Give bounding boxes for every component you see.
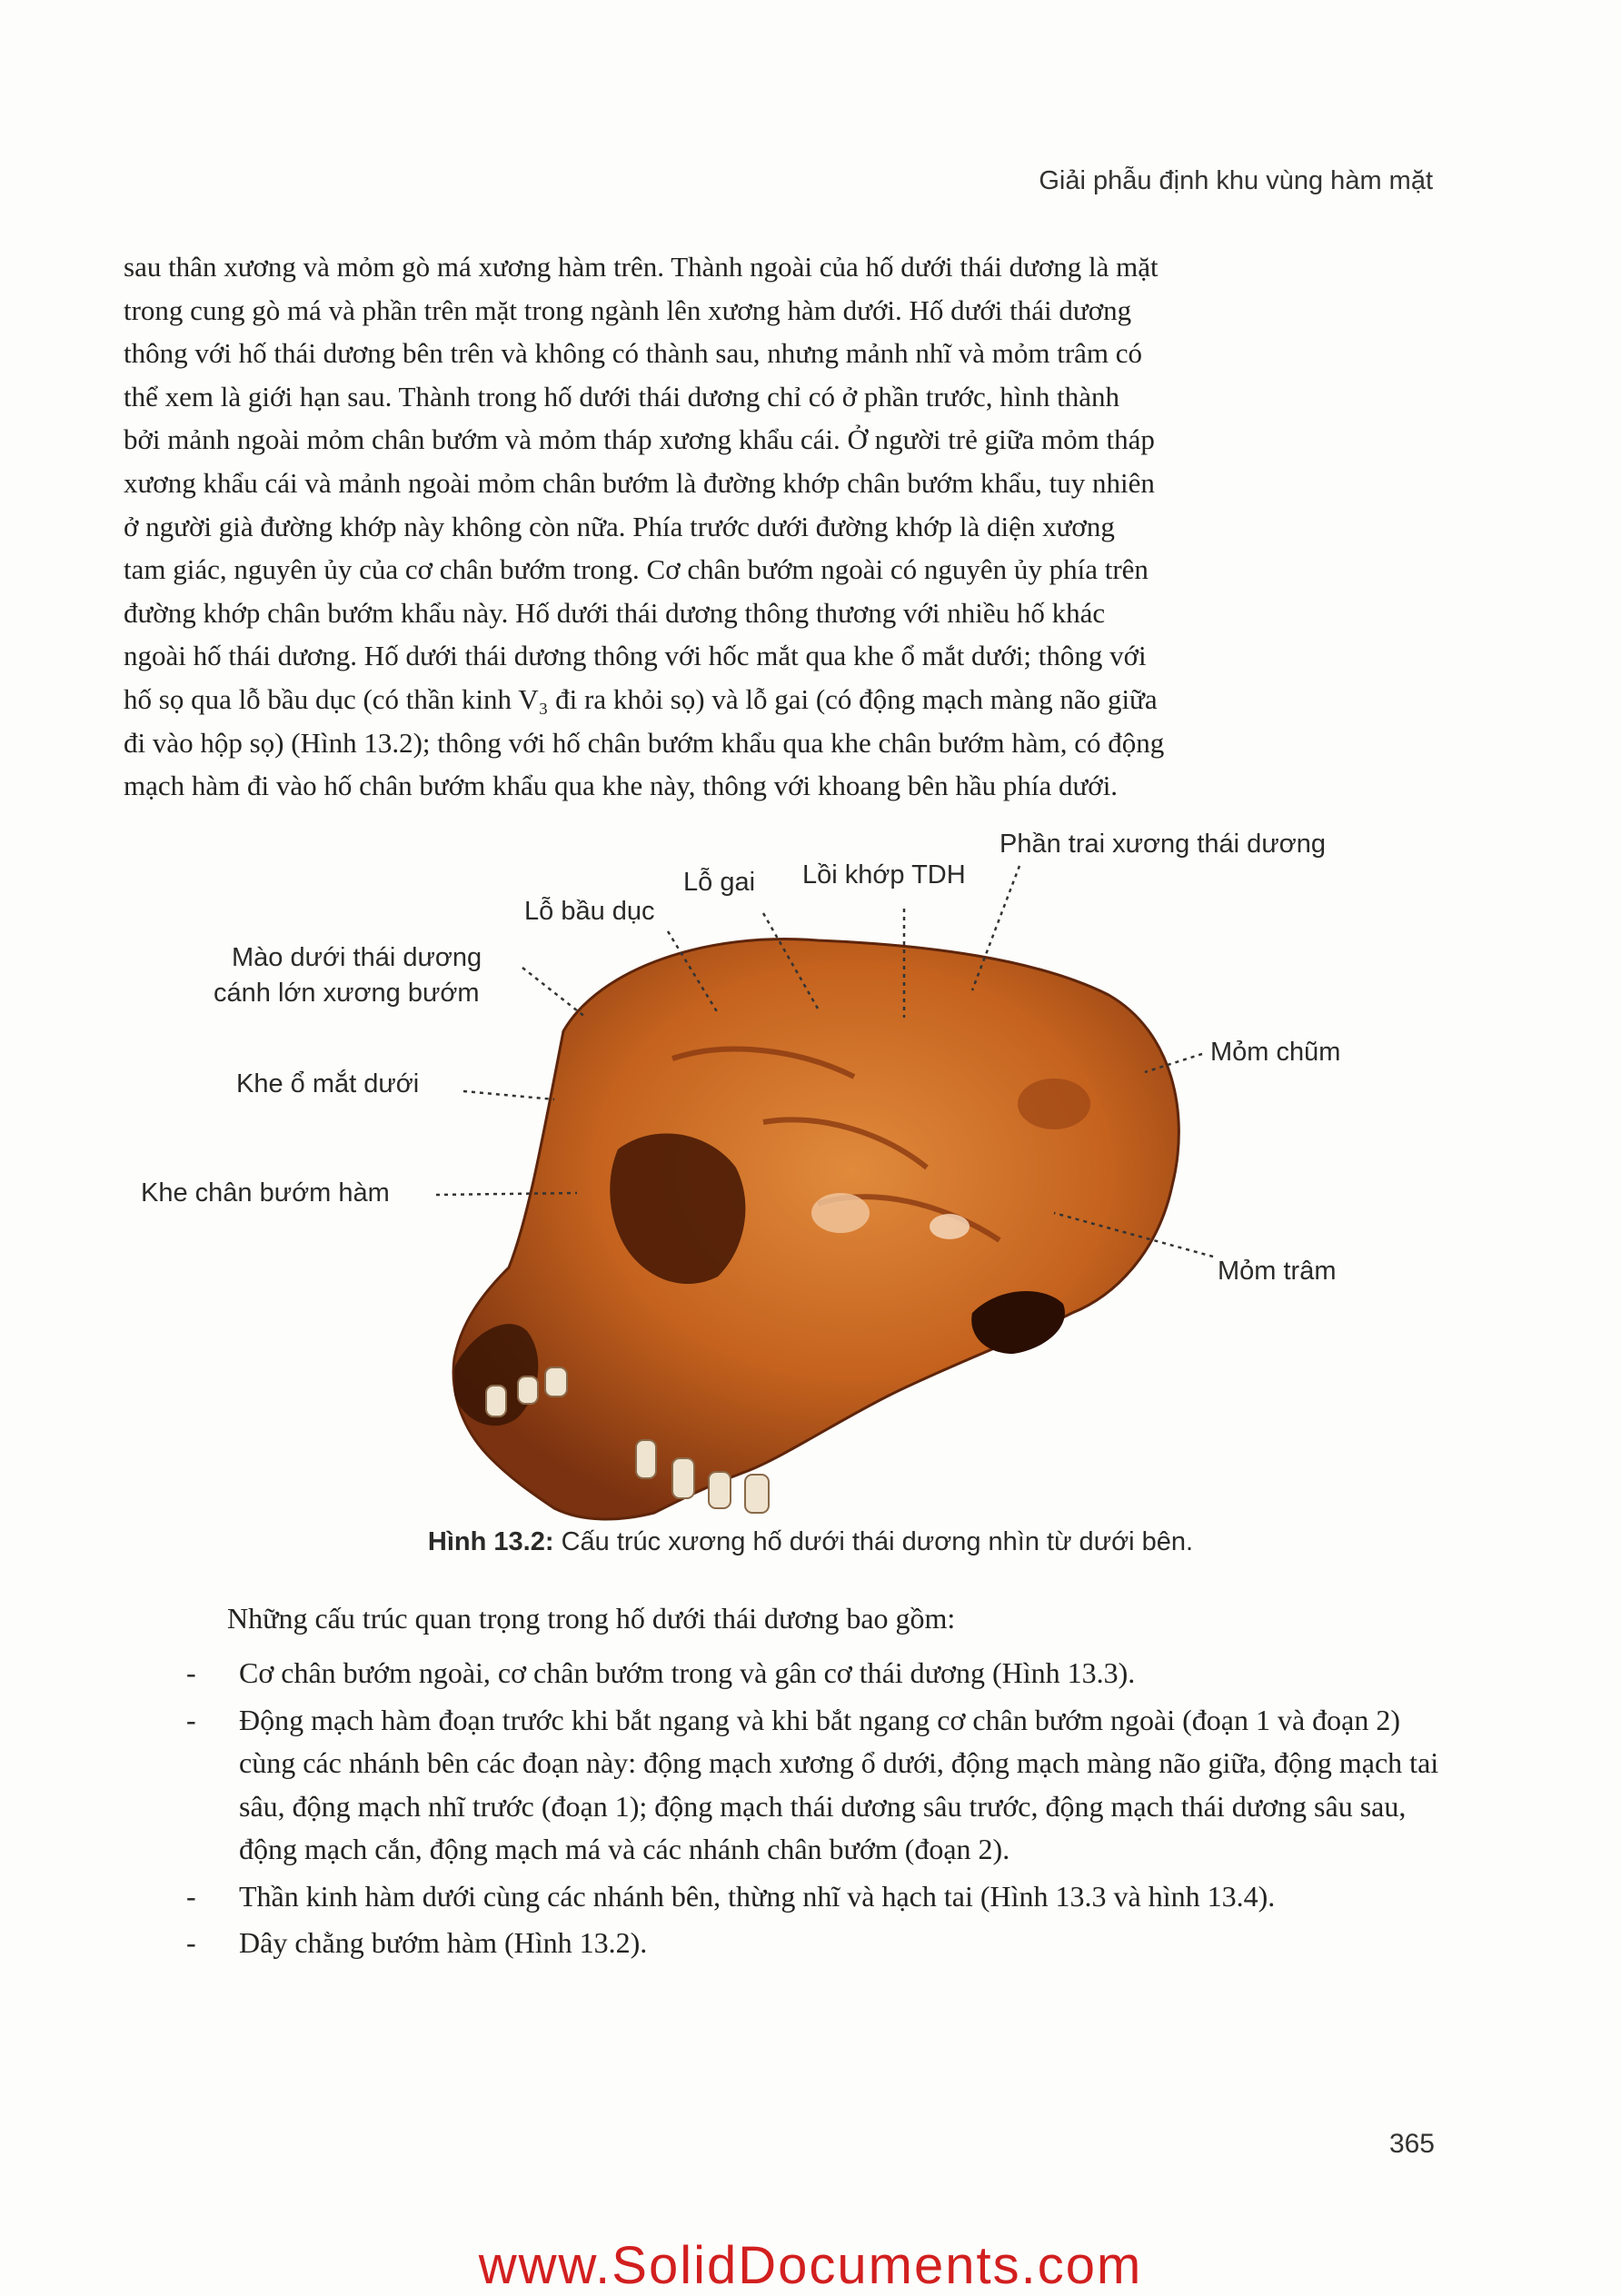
label-khe-chan-buom: Khe chân bướm hàm <box>141 1178 390 1208</box>
skull-figure <box>127 822 1399 1558</box>
label-phan-trai: Phần trai xương thái dương <box>999 830 1327 859</box>
foramen-highlight <box>930 1214 970 1239</box>
running-header: Giải phẫu định khu vùng hàm mặt <box>1039 166 1433 195</box>
paragraph-line: đi vào hộp sọ) (Hình 13.2); thông với hố chân bướm khẩu qua khe chân bướm hàm, có động <box>124 726 1165 759</box>
label-loi-khop: Lồi khớp TDH <box>802 860 966 890</box>
paragraph-line: mạch hàm đi vào hố chân bướm khẩu qua khe này, thông với khoang bên hầu phía dưới. <box>124 770 1119 802</box>
paragraph-line: xương khẩu cái và mảnh ngoài mỏm chân bướm là đường khớp chân bướm khẩu, tuy nhiên <box>124 466 1155 499</box>
label-mao-duoi-2: cánh lớn xương bướm <box>214 979 480 1008</box>
paragraph-line: thể xem là giới hạn sau. Thành trong hố dưới thái dương chỉ có ở phần trước, hình thành <box>124 380 1120 412</box>
paragraph-line: trong cung gò má và phần trên mặt trong ngành lên xương hàm dưới. Hố dưới thái dương <box>124 293 1132 326</box>
paragraph-line: tam giác, nguyên ủy của cơ chân bướm trong. Cơ chân bướm ngoài có nguyên ủy phía trên <box>124 553 1149 586</box>
watermark: www.SolidDocuments.com <box>478 2236 1143 2295</box>
label-khe-o-mat: Khe ổ mắt dưới <box>236 1069 420 1098</box>
label-mao-duoi-1: Mào dưới thái dương <box>232 943 482 972</box>
list-item: - Thần kinh hàm dưới cùng các nhánh bên, thừng nhĩ và hạch tai (Hình 13.3 và hình 13.4). <box>186 1875 1440 1919</box>
paragraph-line: bởi mảnh ngoài mỏm chân bướm và mỏm tháp xương khẩu cái. Ở người trẻ giữa mỏm tháp <box>124 423 1155 456</box>
figure-caption-label: Hình 13.2: <box>427 1527 554 1556</box>
structure-list <box>186 1652 1440 1969</box>
condyle-highlight <box>811 1193 870 1233</box>
paragraph-line: đường khớp chân bướm khẩu này. Hố dưới thái dương thông thương với nhiều hố khác <box>124 596 1106 629</box>
label-lo-gai: Lỗ gai <box>683 868 756 897</box>
paragraph-line: thông với hố thái dương bên trên và không có thành sau, nhưng mảnh nhĩ và mỏm trâm có <box>124 337 1143 370</box>
label-lo-bau-duc: Lỗ bầu dục <box>524 897 655 926</box>
label-mom-chum: Mỏm chũm <box>1210 1038 1341 1067</box>
body-paragraph <box>124 245 1432 808</box>
figure-caption <box>0 1527 1621 1557</box>
mastoid-highlight <box>1018 1078 1090 1129</box>
list-intro: Những cấu trúc quan trọng trong hố dưới thái dương bao gồm: <box>227 1602 956 1635</box>
paragraph-line: ngoài hố thái dương. Hố dưới thái dương thông với hốc mắt qua khe ổ mắt dưới; thông với <box>124 640 1147 672</box>
figure-caption-text: Cấu trúc xương hố dưới thái dương nhìn từ dưới bên. <box>553 1527 1194 1556</box>
paragraph-line: ở người già đường khớp này không còn nữa. Phía trước dưới đường khớp là diện xương <box>124 510 1115 542</box>
list-item: - Động mạch hàm đoạn trước khi bắt ngang và khi bắt ngang cơ chân bướm ngoài (đoạn 1 và đoạn 2) cùng các nhánh bên các đoạn này: động mạch xương ổ dưới, động mạch màng não giữa, động mạch tai sâu, động mạch nhĩ trước (đoạn 1); động mạch thái dương sâu trước, động mạch thái dương sâu sau, động mạch cắn, động mạch má và các nhánh chân bướm (đoạn 2). <box>186 1699 1440 1872</box>
paragraph-line: sau thân xương và mỏm gò má xương hàm trên. Thành ngoài của hố dưới thái dương là mặt <box>124 251 1159 283</box>
label-mom-tram: Mỏm trâm <box>1218 1257 1337 1286</box>
page-number: 365 <box>1388 2129 1435 2159</box>
skull-cranium <box>453 939 1178 1518</box>
paragraph-line: hố sọ qua lỗ bầu dục (có thần kinh V₃ đi ra khỏi sọ) và lỗ gai (có động mạch màng não giữa <box>124 682 1158 715</box>
list-item: - Cơ chân bướm ngoài, cơ chân bướm trong và gân cơ thái dương (Hình 13.3). <box>186 1652 1440 1695</box>
list-item: - Dây chằng bướm hàm (Hình 13.2). <box>186 1922 1440 1965</box>
